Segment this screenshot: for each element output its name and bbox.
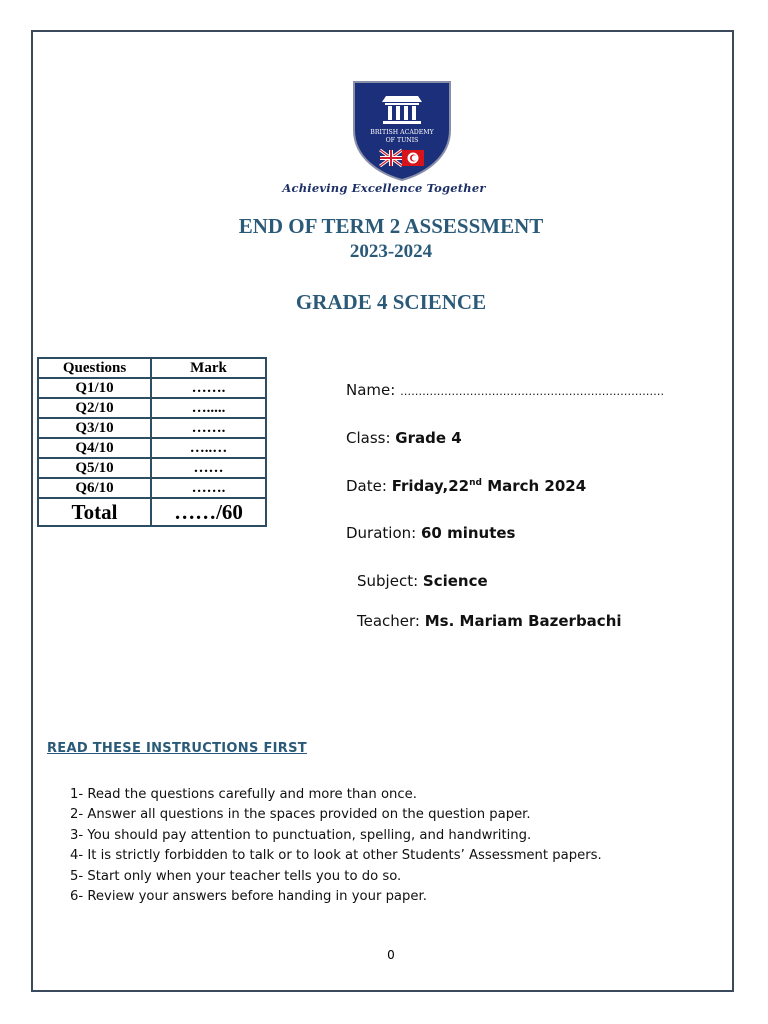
list-item: 3- You should pay attention to punctuation, spelling, and handwriting. <box>70 827 532 843</box>
question-cell: Q2/10 <box>38 398 151 418</box>
question-cell: Q6/10 <box>38 478 151 498</box>
question-cell: Q5/10 <box>38 458 151 478</box>
logo-text-line2: OF TUNIS <box>385 137 419 144</box>
date-field <box>346 477 586 495</box>
teacher-label: Teacher: <box>357 612 425 630</box>
total-label: Total <box>38 498 151 526</box>
table-row <box>38 438 266 458</box>
question-cell: Q4/10 <box>38 438 151 458</box>
mark-cell: …..… <box>151 438 266 458</box>
list-item: 5- Start only when your teacher tells you to do so. <box>70 868 402 884</box>
question-cell: Q1/10 <box>38 378 151 398</box>
class-value: Grade 4 <box>395 429 462 447</box>
duration-field <box>346 524 515 542</box>
total-row <box>38 498 266 526</box>
date-value-month-year: March 2024 <box>481 477 587 495</box>
name-blank: ……………………………………………………………… <box>400 385 665 398</box>
table-row <box>38 458 266 478</box>
total-value: ……/60 <box>151 498 266 526</box>
grade-subject-title: GRADE 4 SCIENCE <box>295 290 487 314</box>
table-row <box>38 378 266 398</box>
list-item: 2- Answer all questions in the spaces provided on the question paper. <box>70 807 531 823</box>
marks-table <box>37 357 267 527</box>
list-item: 1- Read the questions carefully and more than once. <box>70 787 417 802</box>
date-value-day: Friday,22 <box>391 477 470 495</box>
instructions-list <box>70 785 602 907</box>
class-field <box>346 429 462 447</box>
table-row <box>38 398 266 418</box>
question-cell: Q3/10 <box>38 418 151 438</box>
teacher-field <box>357 612 622 630</box>
page-number: 0 <box>387 948 395 962</box>
date-label: Date: <box>346 477 392 495</box>
table-row <box>38 478 266 498</box>
mark-cell: ……. <box>151 418 266 438</box>
school-motto: Achieving Excellence Together <box>282 181 486 195</box>
assessment-title: END OF TERM 2 ASSESSMENT <box>238 214 544 238</box>
instructions-heading: READ THESE INSTRUCTIONS FIRST <box>47 741 307 756</box>
list-item: 4- It is strictly forbidden to talk or to look at other Students’ Assessment papers. <box>70 848 602 864</box>
mark-cell: …..... <box>151 398 266 418</box>
subject-value: Science <box>422 572 488 590</box>
table-row <box>38 418 266 438</box>
class-label: Class: <box>346 429 396 447</box>
school-crest-logo <box>350 78 454 182</box>
logo-text-line1: BRITISH ACADEMY <box>370 129 434 136</box>
questions-column-header: Questions <box>38 358 151 378</box>
subject-label: Subject: <box>357 572 423 590</box>
mark-cell: …… <box>151 458 266 478</box>
list-item: 6- Review your answers before handing in your paper. <box>70 888 427 904</box>
subject-field <box>357 572 488 590</box>
mark-column-header: Mark <box>151 358 266 378</box>
marks-table-header <box>38 358 266 378</box>
name-field <box>346 381 664 399</box>
academic-year: 2023-2024 <box>349 241 433 262</box>
duration-label: Duration: <box>346 524 421 542</box>
mark-cell: ……. <box>151 378 266 398</box>
mark-cell: ……. <box>151 478 266 498</box>
name-label: Name: <box>346 381 401 399</box>
date-value-suffix: nd <box>469 478 482 488</box>
teacher-value: Ms. Mariam Bazerbachi <box>424 612 622 630</box>
duration-value: 60 minutes <box>420 524 516 542</box>
